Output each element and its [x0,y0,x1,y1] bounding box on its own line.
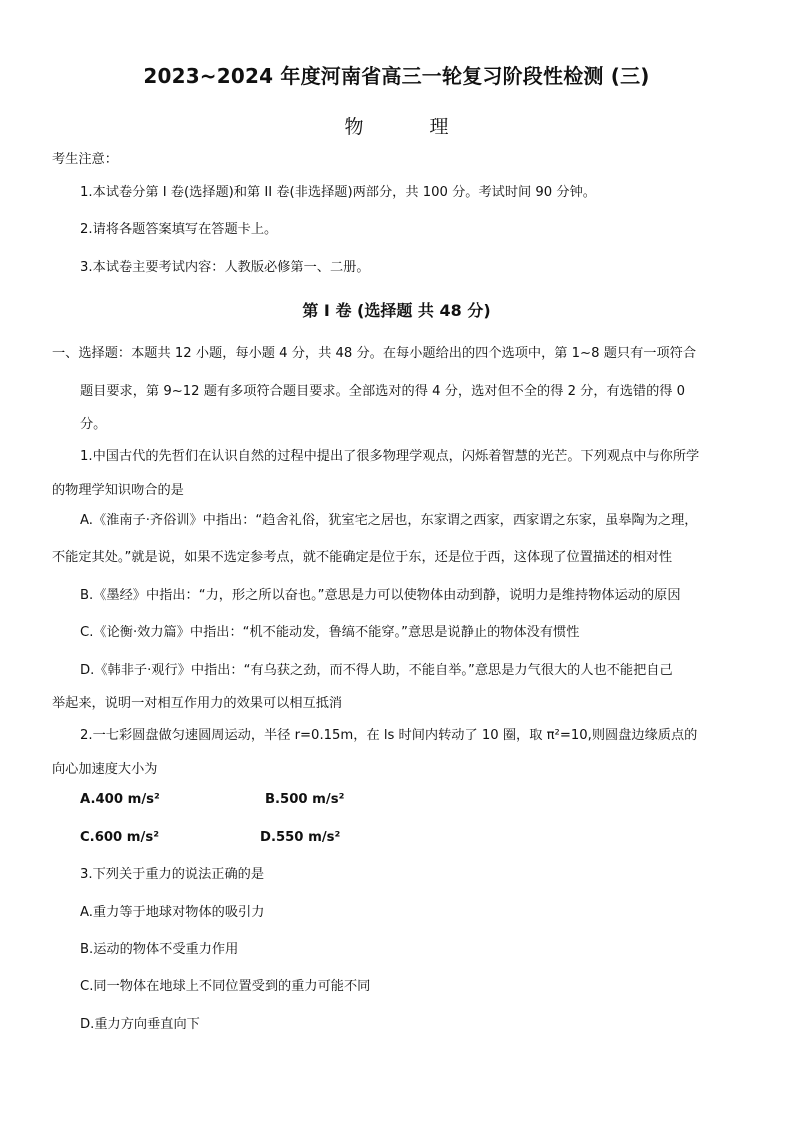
q1-option-c: C.《论衡·效力篇》中指出：“机不能动发，鲁缟不能穿。”意思是说静止的物体没有惯性 [80,625,580,640]
q2-option-b: B.500 m/s² [265,792,345,807]
instruction-line: 分。 [80,417,107,432]
q1-stem: 1.中国古代的先哲们在认识自然的过程中提出了很多物理学观点，闪烁着智慧的光芒。下列观点中与你所学 [80,449,700,464]
q1-option-d: 举起来，说明一对相互作用力的效果可以相互抵消 [52,696,343,711]
section-title: 第 I 卷 (选择题 共 48 分) [302,301,491,320]
subject-title: 物 理 [344,116,449,138]
notice-heading: 考生注意： [52,152,118,167]
q3-stem: 3.下列关于重力的说法正确的是 [80,867,265,882]
q1-option-b: B.《墨经》中指出：“力，形之所以奋也。”意思是力可以使物体由动到静，说明力是维持物体运动的原因 [80,588,681,603]
q2-option-a: A.400 m/s² [80,792,160,807]
notice-item-3: 3.本试卷主要考试内容：人教版必修第一、二册。 [80,260,370,275]
notice-item-2: 2.请将各题答案填写在答题卡上。 [80,222,278,237]
notice-item-1: 1.本试卷分第 I 卷(选择题)和第 II 卷(非选择题)两部分，共 100 分。考试时间 90 分钟。 [80,185,596,200]
q2-option-c: C.600 m/s² [80,830,159,845]
q3-option-a: A.重力等于地球对物体的吸引力 [80,905,265,920]
q2-option-d: D.550 m/s² [260,830,341,845]
q3-option-c: C.同一物体在地球上不同位置受到的重力可能不同 [80,979,371,994]
q3-option-b: B.运动的物体不受重力作用 [80,942,239,957]
exam-title: 2023~2024 年度河南省高三一轮复习阶段性检测 (三) [143,64,650,88]
q2-stem: 向心加速度大小为 [52,762,158,777]
q3-option-d: D.重力方向垂直向下 [80,1017,200,1032]
instruction-line: 一、选择题：本题共 12 小题，每小题 4 分，共 48 分。在每小题给出的四个选项中，第 1~8 题只有一项符合 [52,346,697,361]
q2-stem: 2.一七彩圆盘做匀速圆周运动，半径 r=0.15m，在 ls 时间内转动了 10 圈，取 π²=10,则圆盘边缘质点的 [80,728,698,743]
q1-option-a: 不能定其处。”就是说，如果不选定参考点，就不能确定是位于东，还是位于西，这体现了位置描述的相对性 [52,550,673,565]
q1-option-d: D.《韩非子·观行》中指出：“有乌获之劲，而不得人助，不能自举。”意思是力气很大的人也不能把自己 [80,663,673,678]
q1-stem: 的物理学知识吻合的是 [52,483,184,498]
instruction-line: 题目要求，第 9~12 题有多项符合题目要求。全部选对的得 4 分，选对但不全的得 2 分，有选错的得 0 [80,384,686,399]
q1-option-a: A.《淮南子·齐俗训》中指出：“趋舍礼俗，犹室宅之居也，东家谓之西家，西家谓之东家，虽皋陶为之理， [80,513,698,528]
